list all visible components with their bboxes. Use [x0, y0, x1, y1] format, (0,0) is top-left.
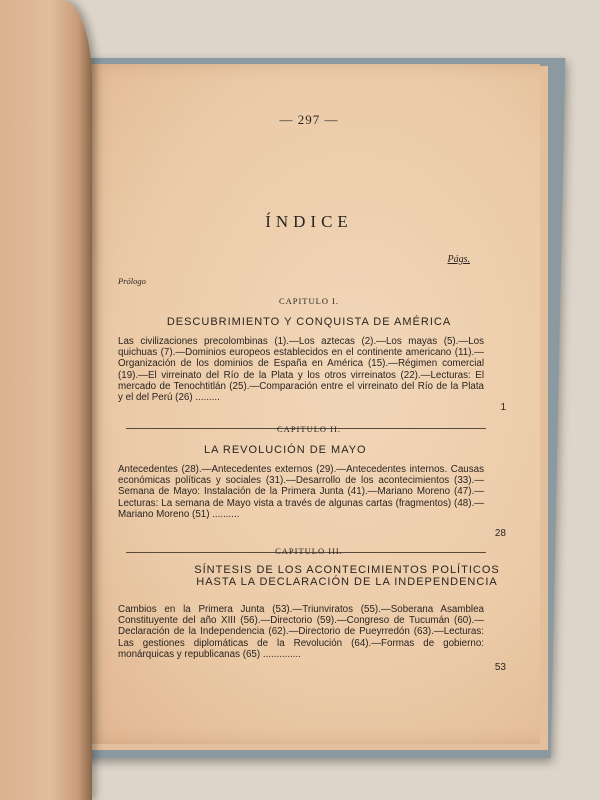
chapter-contents: Antecedentes (28).—Antecedentes externos (29).—Antecedentes internos. Causas económicas políticas y sociales (31).—Desarrollo de los acontecimientos (33).—Semana de Mayo: Instalación de la Primera Junta (41).—Mariano Moreno (47).—Lecturas: La semana de Mayo vista a través de algunas cartas (fragmentos) (48).—Mariano Moreno (51) ..........: [118, 464, 484, 520]
chapter-title: SÍNTESIS DE LOS ACONTECIMIENTOS POLÍTICOS HASTA LA DECLARACIÓN DE LA INDEPENDENCIA: [194, 564, 500, 588]
chapter-heading: CAPITULO II.: [277, 424, 341, 434]
facing-page: [0, 0, 92, 800]
page-number: — 297 —: [279, 112, 339, 127]
chapter-page-number: 1: [500, 402, 506, 413]
chapter-page-number: 28: [494, 528, 506, 539]
chapter-page-number: 53: [494, 662, 506, 673]
chapter-contents: Cambios en la Primera Junta (53).—Triunviratos (55).—Soberana Asamblea Constituyente del año XIII (56).—Directorio (59).—Congreso de Tucumán (60).—Declaración de la Independencia (62).—Directorio de Pueyrredón (63).—Lecturas: Las gestiones diplomáticas de la Revolución (64).—Formas de gobierno: monárquicas y republicanas (65) ..............: [118, 604, 484, 660]
chapter-contents: Las civilizaciones precolombinas (1).—Los aztecas (2).—Los mayas (5).—Los quichuas (7).—Dominios europeos establecidos en el continente americano (11).—Organización de los dominios de España en América (15).—Régimen comercial (19).—El virreinato del Río de la Plata y los otros virreinatos (22).—Lecturas: El mercado de Tenochtitlán (25).—Comparación entre el virreinato del Río de la Plata y el del Perú (26) .........: [118, 336, 484, 404]
pages-column-label: Págs.: [447, 254, 470, 265]
book-page: [78, 64, 540, 744]
page-title: ÍNDICE: [265, 212, 353, 231]
chapter-title: LA REVOLUCIÓN DE MAYO: [204, 444, 367, 456]
chapter-title: DESCUBRIMIENTO Y CONQUISTA DE AMÉRICA: [166, 316, 452, 328]
chapter-heading: CAPITULO I.: [278, 296, 340, 306]
chapter-heading: CAPITULO III.: [275, 546, 343, 556]
prologue-entry: Prólogo: [118, 276, 146, 286]
